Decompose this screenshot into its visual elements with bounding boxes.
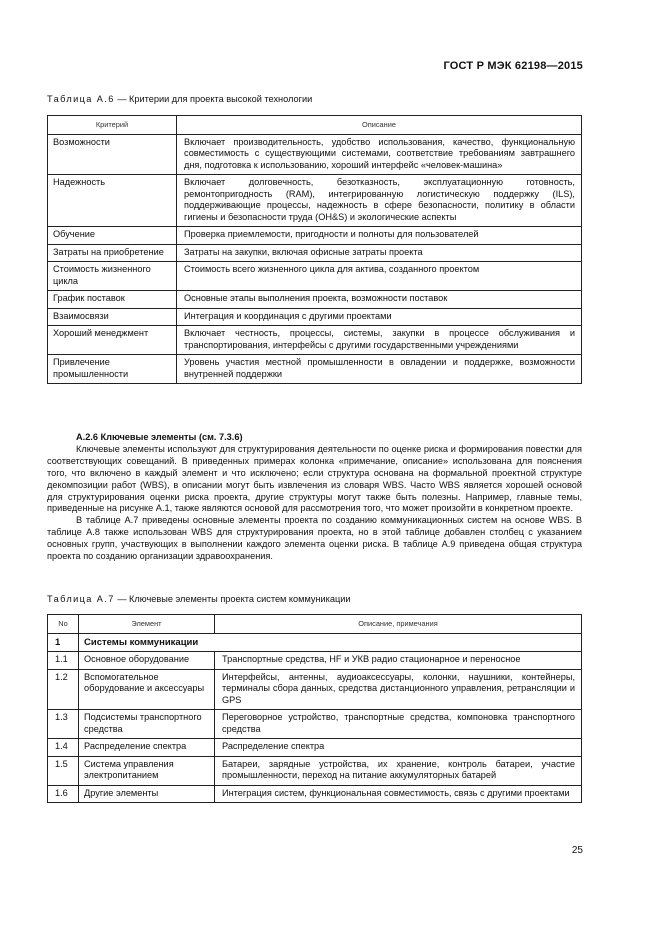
description-cell: Интеграция систем, функциональная совместимость, связь с другими проектами: [215, 785, 582, 803]
criterion-cell: Затраты на приобретение: [48, 244, 177, 262]
description-cell: Интеграция и координация с другими проектами: [177, 308, 582, 326]
element-cell: Распределение спектра: [79, 739, 215, 757]
description-cell: Проверка приемлемости, пригодности и полноты для пользователей: [177, 227, 582, 245]
description-cell: Транспортные средства, HF и УКВ радио стационарное и переносное: [215, 652, 582, 670]
table-row: [48, 355, 582, 384]
table-section-row: [48, 633, 582, 652]
description-cell: Затраты на закупки, включая офисные затраты проекта: [177, 244, 582, 262]
section-number: 1: [48, 633, 79, 652]
table-a6: [47, 115, 582, 384]
table-row: [48, 669, 582, 710]
section-title: Системы коммуникации: [79, 633, 582, 652]
row-number: 1.3: [48, 710, 79, 739]
section-a26: [47, 432, 582, 563]
criterion-cell: Взаимосвязи: [48, 308, 177, 326]
description-cell: Включает честность, процессы, системы, закупки в процессе обслуживания и транспортирования, интерфейсы с другими государственными учреждениями: [177, 326, 582, 355]
standard-header: ГОСТ Р МЭК 62198—2015: [443, 60, 583, 72]
table-a6-header-description: Описание: [177, 116, 582, 135]
description-cell: Включает долговечность, безотказность, эксплуатационную готовность, ремонтопригодность (RAM), интегрированную логистическую поддержку (ILS), поддерживающие процессы, надежность в сфере безопасности, политику в области гигиены и безопасности труда (OH&S) и экологические аспекты: [177, 175, 582, 227]
table-a7: [47, 614, 582, 803]
row-number: 1.6: [48, 785, 79, 803]
criterion-cell: Привлечение промышленности: [48, 355, 177, 384]
table-a6-caption-label: Таблица А.6: [47, 94, 115, 104]
table-row: [48, 756, 582, 785]
element-cell: Вспомогательное оборудование и аксессуары: [79, 669, 215, 710]
table-row: [48, 227, 582, 245]
table-row: [48, 652, 582, 670]
element-cell: Основное оборудование: [79, 652, 215, 670]
table-row: [48, 244, 582, 262]
table-row: [48, 134, 582, 175]
table-row: [48, 175, 582, 227]
row-number: 1.5: [48, 756, 79, 785]
description-cell: Включает производительность, удобство использования, качество, функциональную совместимость с существующими системами, соответствие требованиям завтрашнего дня, подготовка к использованию, хороший интерфейс «человек-машина»: [177, 134, 582, 175]
element-cell: Система управления электропитанием: [79, 756, 215, 785]
section-paragraph: Ключевые элементы используют для структурирования деятельности по оценке риска и формирования повестки для соответствующих совещаний. В приведенных примерах колонка «примечание, описание» использована для пояснения того, что включено в каждый элемент и что исключено; если структура основана на формальной проектной структуре декомпозиции работ (WBS), в описании могут быть извлечения из словаря WBS. Часто WBS является хорошей основой для структурирования оценки риска проекта, другие структуры могут также быть полезны. Например, главные темы, приведенные на рисунке А.1, также являются основой для рассмотрения того, что может произойти в конкретном проекте.: [47, 443, 582, 514]
table-a7-header-description: Описание, примечания: [215, 615, 582, 634]
criterion-cell: Обучение: [48, 227, 177, 245]
table-row: [48, 262, 582, 291]
table-a7-caption: [47, 594, 351, 604]
description-cell: Стоимость всего жизненного цикла для актива, созданного проектом: [177, 262, 582, 291]
row-number: 1.4: [48, 739, 79, 757]
row-number: 1.2: [48, 669, 79, 710]
criterion-cell: Хороший менеджмент: [48, 326, 177, 355]
table-row: [48, 308, 582, 326]
description-cell: Распределение спектра: [215, 739, 582, 757]
criterion-cell: График поставок: [48, 291, 177, 309]
criterion-cell: Надежность: [48, 175, 177, 227]
description-cell: Переговорное устройство, транспортные средства, компоновка транспортного средства: [215, 710, 582, 739]
section-heading: А.2.6 Ключевые элементы (см. 7.3.6): [76, 432, 243, 442]
description-cell: Интерфейсы, антенны, аудиоаксессуары, колонки, наушники, контейнеры, терминалы сбора данных, средства дистанционного управления, ретрансляции и GPS: [215, 669, 582, 710]
row-number: 1.1: [48, 652, 79, 670]
table-a6-caption: [47, 94, 312, 104]
table-row: [48, 326, 582, 355]
table-a7-caption-label: Таблица А.7: [47, 594, 115, 604]
description-cell: Батареи, зарядные устройства, их хранение, контроль батареи, участие промышленности, переход на питание аккумуляторных батарей: [215, 756, 582, 785]
table-row: [48, 785, 582, 803]
table-row: [48, 739, 582, 757]
table-row: [48, 710, 582, 739]
page-number: 25: [571, 845, 583, 856]
table-a7-caption-text: — Ключевые элементы проекта систем коммуникации: [114, 594, 351, 604]
criterion-cell: Возможности: [48, 134, 177, 175]
element-cell: Подсистемы транспортного средства: [79, 710, 215, 739]
section-paragraph: В таблице А.7 приведены основные элементы проекта по созданию коммуникационных систем на основе WBS. В таблице А.8 также использован WBS для структурирования проекта, но в этой таблице добавлен столбец с указанием основных групп, участвующих в выполнении каждого элемента оценки риска. В таблице А.9 приведена общая структура проекта по созданию организации здравоохранения.: [47, 515, 582, 562]
table-a6-header-criterion: Критерий: [48, 116, 177, 135]
description-cell: Уровень участия местной промышленности в овладении и поддержке, возможности внутренней поддержки: [177, 355, 582, 384]
table-a6-caption-text: — Критерии для проекта высокой технологии: [114, 94, 313, 104]
description-cell: Основные этапы выполнения проекта, возможности поставок: [177, 291, 582, 309]
table-row: [48, 291, 582, 309]
criterion-cell: Стоимость жизненного цикла: [48, 262, 177, 291]
table-a7-header-no: No: [48, 615, 79, 634]
element-cell: Другие элементы: [79, 785, 215, 803]
table-a7-header-element: Элемент: [79, 615, 215, 634]
